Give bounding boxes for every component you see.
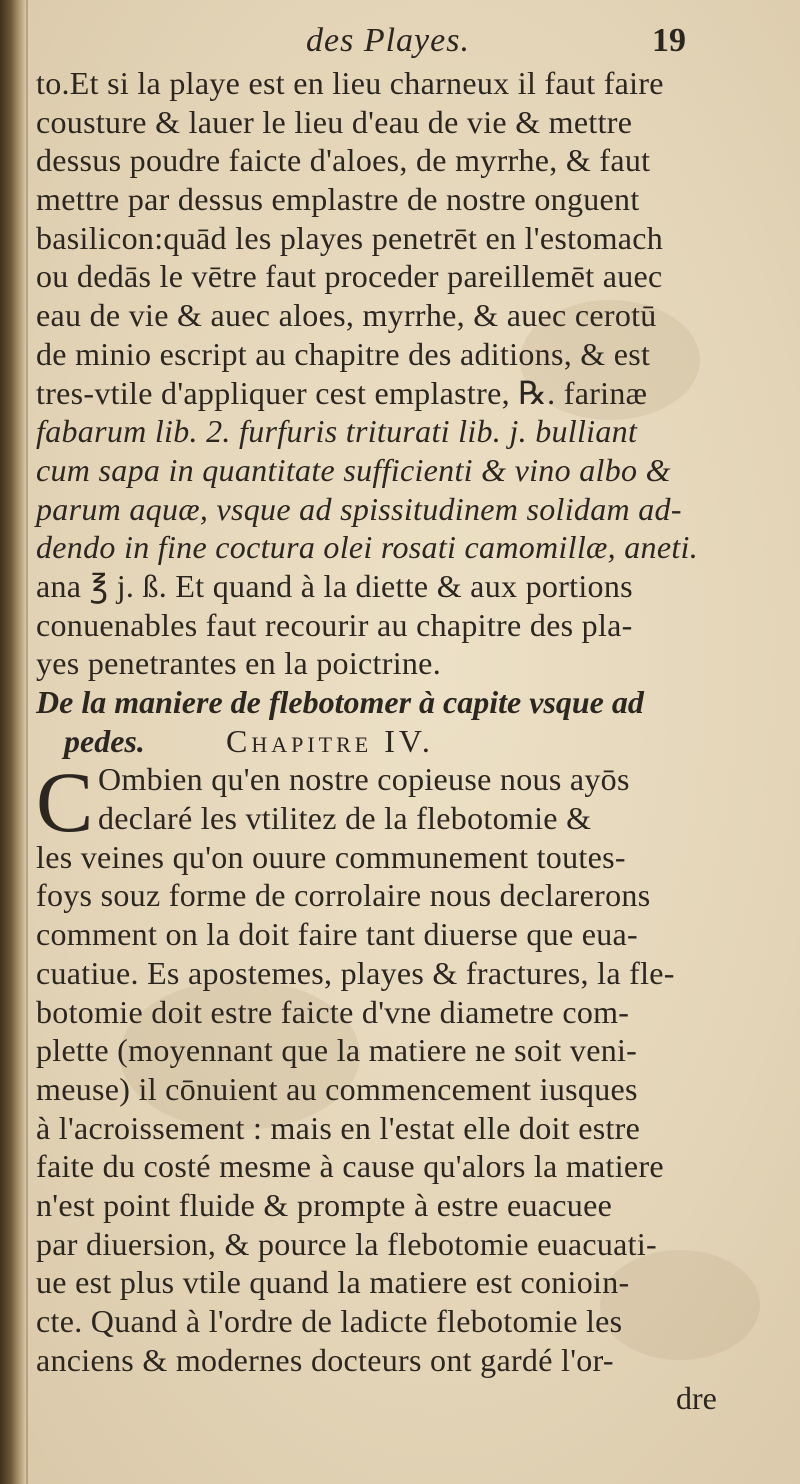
text-line: de minio escript au chapitre des aditions, & est [36, 335, 651, 372]
catchword-line [36, 1379, 736, 1418]
dropcap-paragraph [36, 754, 736, 851]
text-line: basilicon:quād les playes penetrēt en l'estomach [36, 219, 664, 256]
text-line: anciens & modernes docteurs ont gardé l'or- [36, 1341, 614, 1378]
book-binding-shadow [0, 0, 26, 1484]
text-line: plette (moyennant que la matiere ne soit veni- [36, 1032, 638, 1069]
text-line: cousture & lauer le lieu d'eau de vie & mettre [36, 103, 633, 140]
catchword: dre [676, 1380, 717, 1417]
text-line: les veines qu'on ouure communement toutes- [36, 838, 626, 875]
section-heading-end: pedes. [64, 722, 145, 759]
section-heading: De la maniere de flebotomer à capite vsque ad [36, 684, 644, 720]
text-line: comment on la doit faire tant diuerse que eua- [36, 916, 639, 953]
latin-text-line: parum aquæ, vsque ad spissitudinem solidam ad- [36, 490, 682, 527]
latin-text-line: dendo in fine coctura olei rosati camomillæ, aneti. [36, 529, 699, 566]
text-line: to.Et si la playe est en lieu charneux il faut faire [36, 65, 664, 101]
text-line: dessus poudre faicte d'aloes, de myrrhe, & faut [36, 142, 651, 179]
text-line: mettre par dessus emplastre de nostre onguent [36, 181, 640, 218]
page-body [36, 64, 736, 1418]
text-line: foys souz forme de corrolaire nous declarerons [36, 877, 651, 914]
chapter-label: Chapitre IV. [226, 722, 434, 759]
text-line: ana ℥ j. ß. Et quand à la diette & aux portions [36, 567, 633, 604]
running-head: des Playes. [306, 22, 470, 59]
text-line: meuse) il cōnuient au commencement iusques [36, 1070, 638, 1107]
text-line: à l'acroissement : mais en l'estat elle doit estre [36, 1109, 641, 1146]
text-line: par diuersion, & pource la flebotomie euacuati- [36, 1225, 657, 1262]
text-line: n'est point fluide & prompte à estre euacuee [36, 1186, 613, 1223]
page-number: 19 [652, 22, 686, 59]
text-line: declaré les vtilitez de la flebotomie & [98, 800, 592, 837]
page-header [0, 18, 800, 62]
text-line: tres-vtile d'appliquer cest emplastre, ℞. farinæ [36, 374, 648, 411]
text-line: eau de vie & auec aloes, myrrhe, & auec cerotū [36, 297, 657, 334]
dropcap-letter: C [36, 754, 94, 851]
text-line: conuenables faut recourir au chapitre des pla- [36, 606, 633, 643]
text-line: cte. Quand à l'ordre de ladicte flebotomie les [36, 1303, 623, 1339]
text-line: botomie doit estre faicte d'vne diametre com- [36, 993, 630, 1030]
latin-text-line: fabarum lib. 2. furfuris triturati lib. j. bulliant [36, 413, 638, 450]
text-line: cuatiue. Es apostemes, playes & fractures, la fle- [36, 954, 675, 991]
text-line: Ombien qu'en nostre copieuse nous ayōs [98, 761, 630, 798]
text-line: ue est plus vtile quand la matiere est conioin- [36, 1264, 630, 1301]
section-heading-continuation [36, 722, 736, 761]
page-edge-line [26, 0, 28, 1484]
text-line: ou dedās le vētre faut proceder pareillemēt auec [36, 258, 663, 295]
text-line: faite du costé mesme à cause qu'alors la matiere [36, 1148, 664, 1185]
text-line: yes penetrantes en la poictrine. [36, 645, 441, 682]
latin-text-line: cum sapa in quantitate sufficienti & vino albo & [36, 451, 671, 488]
